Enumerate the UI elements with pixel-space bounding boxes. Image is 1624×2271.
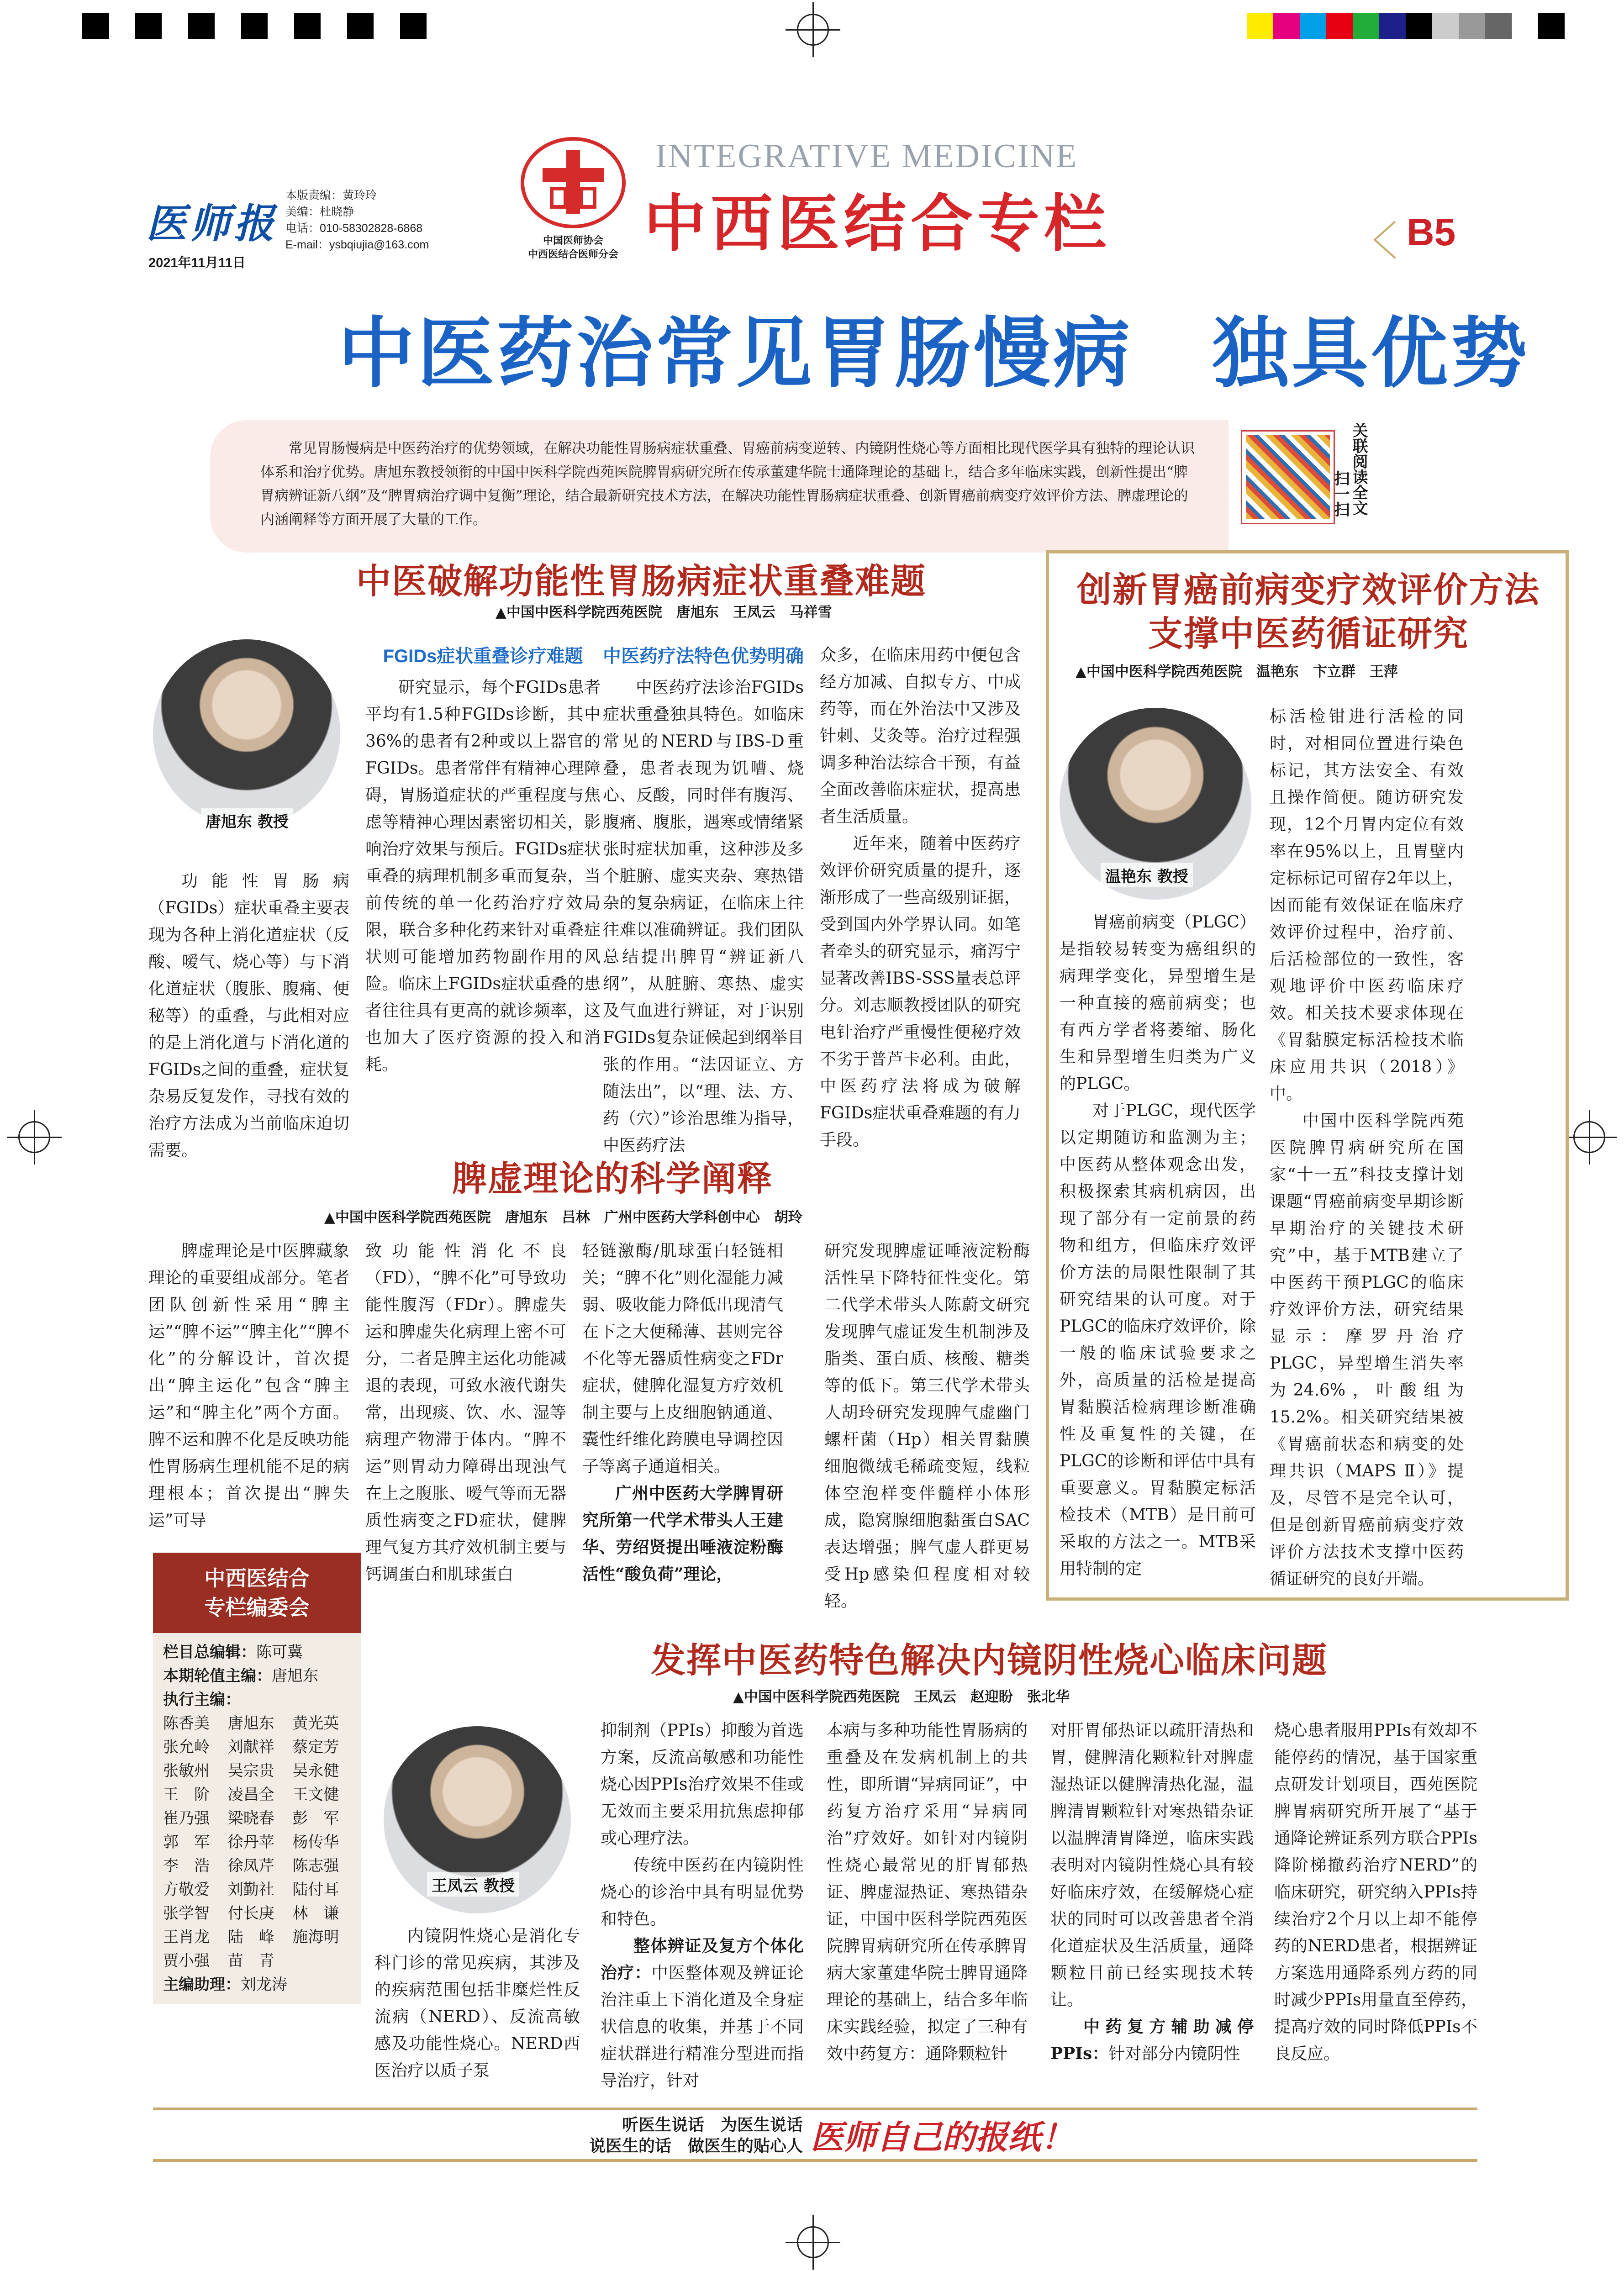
committee-member: 张允岭	[163, 1738, 210, 1756]
committee-member: 彭 军	[292, 1809, 339, 1828]
article3-para-3: 轻链激酶/肌球蛋白轻链相关；“脾不化”则化湿能力减弱、吸收能力降低出现清气在下之大便稀薄、甚则完谷不化等无器质性病变之FDr症状，健脾化湿复方疗效机制主要与上皮细胞钠通道、囊性纤维化跨膜电导调控因子等离子通道相关。	[582, 1242, 783, 1476]
article2-title: 创新胃癌前病变疗效评价方法支撑中医药循证研究	[1077, 571, 1540, 653]
editor-info	[285, 187, 429, 253]
article1-subhead-1: FGIDs症状重叠诊疗难题	[383, 646, 583, 666]
article4-lead-4b: 中药复方辅助减停PPIs：	[1050, 2017, 1254, 2063]
article3-col4	[824, 1238, 1030, 1615]
committee-list	[153, 1633, 361, 2004]
qr-label: 关联阅读全文	[1350, 422, 1367, 516]
article4-col1	[374, 1923, 580, 2084]
art-editor: 美编：杜晓静	[285, 205, 354, 218]
article2-col2	[1270, 703, 1464, 1592]
committee-member: 吴永健	[292, 1762, 339, 1780]
editorial-committee	[153, 1553, 361, 2004]
article4-col3	[827, 1717, 1028, 2067]
article1-col1	[365, 642, 601, 1078]
article1-byline: ▲中国中医科学院西苑医院 唐旭东 王凤云 马祥雪	[496, 604, 832, 621]
article4-para-4: 对肝胃郁热证以疏肝清热和胃，健脾清化颗粒针对脾虚湿热证以健脾清热化湿，温脾清胃颗粒针对寒热错杂证以温脾清胃降逆，临床实践表明对内镜阴性烧心具有较好临床疗效，在缓解烧心症状的同时可以改善患者全消化道症状及生活质量，通降颗粒目前已经实现技术转让。	[1050, 1721, 1254, 2009]
chief-editor-label: 栏目总编辑：	[163, 1643, 256, 1661]
article1-para-2: 中医药疗法诊治FGIDs症状重叠独具特色。如临床常见的NERD与IBS-D重叠，患者表现为饥嘈、烧心、反酸，同时伴有腹泻、腹痛、腹胀，遇寒或情绪紧张时症状加重，这种涉及多个脏腑、虚实夹杂、寒热错杂的复杂病证，在临床上往往难以准确辨证。我们团队总结提出脾胃“辨证新八纲”，从脏腑、寒热、虚实及气血进行辨证，对于识别FGIDs复杂证候起到纲举目张的作用。“法因证立、方随法出”，以“理、法、方、药（穴）”诊治思维为指导，中医药疗法	[603, 678, 804, 1155]
committee-member: 崔乃强	[163, 1809, 210, 1828]
footer-brand: 医师自己的报纸！	[811, 2118, 1074, 2156]
portrait-caption-4: 王凤云 教授	[427, 1872, 519, 1897]
committee-member: 李 浩	[163, 1857, 210, 1875]
committee-header-2: 专栏编委会	[204, 1596, 310, 1619]
committee-header-1: 中西医结合	[204, 1566, 310, 1590]
footer-rule	[153, 2108, 1477, 2110]
article1-para-4: 近年来，随着中医药疗效评价研究质量的提升，逐渐形成了一些高级别证据，受到国内外学界认同。如笔者牵头的研究显示，痛泻宁显著改善IBS-SSS量表总评分。刘志顺教授团队的研究电针治疗严重慢性便秘疗效不劣于普芦卡必利。由此，中医药疗法将成为破解FGIDs症状重叠难题的有力手段。	[820, 834, 1021, 1149]
assistant-editor-label: 主编助理：	[163, 1976, 241, 1994]
masthead: 医师报	[146, 200, 278, 247]
article4-byline: ▲中国中医科学院西苑医院 王凤云 赵迎盼 张北华	[733, 1689, 1070, 1705]
article4-para-4b: 针对部分内镜阴性	[1108, 2044, 1240, 2063]
intro-text: 常见胃肠慢病是中医药治疗的优势领域，在解决功能性胃肠病症状重叠、胃癌前病变逆转、内镜阴性烧心等方面相比现代医学具有独特的理论认识体系和治疗优势。唐旭东教授领衔的中国中医科学院西苑医院脾胃病研究所在传承董建华院士通降理论的基础上，结合多年临床实践，创新性提出“脾胃病辨证新八纲”及“脾胃病治疗调中复衡”理论，结合最新研究技术方法，在解决功能性胃肠病症状重叠、创新胃癌前病变疗效评价方法、脾虚理论的内涵阐释等方面开展了大量的工作。	[260, 440, 1195, 528]
article2-para-2: 对于PLGC，现代医学以定期随访和监测为主；中医药从整体观念出发，积极探索其病机病因，出现了部分有一定前景的药物和组方，但临床疗效评价方法的局限性限制了其研究结果的认可度。对于PLGC的临床疗效评价，除一般的临床试验要求之外，高质量的活检是提高胃黏膜活检病理诊断准确性及重复性的关键，在PLGC的诊断和评估中具有重要意义。胃黏膜定标活检技术（MTB）是目前可采取的方法之一。MTB采用特制的定	[1060, 1101, 1256, 1578]
association-logo	[521, 137, 626, 228]
executive-editors	[163, 1712, 351, 1973]
committee-member: 苗 青	[227, 1952, 274, 1970]
committee-member: 杨传华	[292, 1833, 339, 1851]
rotating-editor-label: 本期轮值主编：	[163, 1667, 272, 1685]
footer-slogan	[589, 2114, 803, 2156]
committee-member: 陆付耳	[292, 1881, 339, 1899]
registration-circle-left	[18, 1121, 50, 1153]
registration-bar-left	[82, 13, 427, 39]
article1-lead	[148, 868, 349, 1164]
article3-para-1: 脾虚理论是中医脾藏象理论的重要组成部分。笔者团队创新性采用“脾主运”“脾不运”“脾主化”“脾不化”的分解设计，首次提出“脾主运化”包含“脾主运”和“脾主化”两个方面。脾不运和脾不化是反映功能性胃肠病生理机能不足的病理根本；首次提出“脾失运”可导	[148, 1242, 349, 1530]
article2-para-4: 中国中医科学院西苑医院脾胃病研究所在国家“十一五”科技支撑计划课题“胃癌前病变早期诊断早期治疗的关键技术研究”中，基于MTB建立了中医药干预PLGC的临床疗效评价方法，研究结果显示：摩罗丹治疗PLGC，异型增生消失率为24.6%，叶酸组为15.2%。相关研究结果被《胃癌前状态和病变的处理共识（MAPS Ⅱ）》提及，尽管不是完全认可，但是创新胃癌前病变疗效评价方法技术支撑中医药循证研究的良好开端。	[1270, 1112, 1464, 1588]
article1-subhead-2: 中医药疗法特色优势明确	[603, 646, 804, 666]
issue-date: 2021年11月11日	[148, 256, 246, 270]
committee-member: 黄光英	[292, 1714, 339, 1733]
article4-lead-2c: 整体辨证及复方个体化治疗：	[601, 1936, 804, 1982]
article1-para-0: 功能性胃肠病（FGIDs）症状重叠主要表现为各种上消化道症状（反酸、嗳气、烧心等）与下消化道症状（腹胀、腹痛、便秘等）的重叠，与此相对应的是上消化道与下消化道的FGIDs之间的重叠，症状复杂易反复发作，寻找有效的治疗方法成为当前临床迫切需要。	[148, 872, 349, 1160]
editor-name: 本版责编：黄玲玲	[285, 189, 377, 202]
english-column-title: INTEGRATIVE MEDICINE	[655, 137, 1078, 175]
committee-member: 徐凤芹	[227, 1857, 274, 1875]
committee-member: 刘勤社	[227, 1881, 274, 1899]
committee-member: 贾小强	[163, 1952, 210, 1970]
article4-para-5: 烧心患者服用PPIs有效却不能停药的情况，基于国家重点研发计划项目，西苑医院脾胃病研究所开展了“基于通降论辨证系列方联合PPIs降阶梯撤药治疗NERD”的临床研究，研究纳入PPIs持续治疗2个月以上却不能停药的NERD患者，根据辨证方案选用通降系列方药的同时减少PPIs用量直至停药，提高疗效的同时降低PPIs不良反应。	[1274, 1721, 1477, 2063]
committee-member: 林 谦	[292, 1904, 339, 1923]
article4-para-1: 内镜阴性烧心是消化专科门诊的常见疾病，其涉及的疾病范围包括非糜烂性反流病（NERD）、反流高敏感及功能性烧心。NERD西医治疗以质子泵	[374, 1927, 580, 2080]
qr-code[interactable]	[1242, 432, 1334, 523]
committee-member: 王 阶	[163, 1786, 210, 1804]
committee-member: 张学智	[163, 1904, 210, 1923]
color-calibration-bar	[1247, 13, 1565, 39]
article4-para-3: 本病与多种功能性胃肠病的重叠及在发病机制上的共性，即所谓“异病同证”，中药复方治疗采用“异病同治”疗效好。如针对内镜阴性烧心最常见的肝胃郁热证、脾虚湿热证、寒热错杂证，中国中医科学院西苑医院脾胃病研究所在传承脾胃病大家董建华院士脾胃通降理论的基础上，结合多年临床实践经验，拟定了三种有效中药复方：通降颗粒针	[827, 1721, 1028, 2063]
article3-col2	[365, 1238, 566, 1588]
committee-member: 张敏州	[163, 1762, 210, 1780]
footer-slogan-2: 说医生的话 做医生的贴心人	[589, 2136, 803, 2155]
article1-para-3: 众多，在临床用药中便包含经方加减、自拟专方、中成药等，而在外治法中又涉及针刺、艾灸等。治疗过程强调多种治法综合干预，有益全面改善临床症状，提高患者生活质量。	[820, 646, 1021, 826]
article4-title: 发挥中医药特色解决内镜阴性烧心临床问题	[651, 1641, 1328, 1680]
rotating-editor: 唐旭东	[272, 1667, 318, 1685]
footer-slogan-1: 听医生说话 为医生说话	[622, 2115, 803, 2134]
article3-col1	[148, 1238, 349, 1534]
article2-para-1: 胃癌前病变（PLGC）是指较易转变为癌组织的病理学变化，异型增生是一种直接的癌前病变；也有西方学者将萎缩、肠化生和异型增生归类为广义的PLGC。	[1060, 913, 1256, 1093]
page-number: B5	[1407, 211, 1456, 253]
committee-member: 吴宗贵	[227, 1762, 274, 1780]
committee-member: 蔡定芳	[292, 1738, 339, 1756]
article3-byline: ▲中国中医科学院西苑医院 唐旭东 吕林 广州中医药大学科创中心 胡玲	[324, 1209, 802, 1226]
organizers	[489, 234, 658, 261]
phone: 电话：010-58302828-6868	[285, 222, 423, 235]
committee-header	[153, 1553, 361, 1633]
committee-member: 施海明	[292, 1928, 339, 1946]
article3-para-3b: 广州中医药大学脾胃研究所第一代学术带头人王建华、劳绍贤提出唾液淀粉酶活性“酸负荷”理论，	[582, 1484, 783, 1584]
portrait-caption-1: 唐旭东 教授	[201, 808, 293, 833]
article4-col5	[1274, 1717, 1477, 2067]
committee-member: 陆 峰	[227, 1928, 274, 1946]
committee-member: 凌昌全	[227, 1786, 274, 1804]
article3-col3	[582, 1238, 783, 1588]
article3-para-4: 研究发现脾虚证唾液淀粉酶活性呈下降特征性变化。第二代学术带头人陈蔚文研究发现脾气虚证发生机制涉及脂类、蛋白质、核酸、糖类等的低下。第三代学术带头人胡玲研究发现脾气虚幽门螺杆菌（Hp）相关胃黏膜细胞微绒毛稀疏变短，线粒体空泡样变伴髓样小体形成，隐窝腺细胞黏蛋白SAC表达增强；脾气虚人群更易受Hp感染但程度相对较轻。	[824, 1242, 1030, 1611]
article2-byline: ▲中国中医科学院西苑医院 温艳东 卞立群 王萍	[1076, 664, 1398, 680]
email: E-mail：ysbqiujia@163.com	[285, 238, 429, 251]
committee-member: 陈香美	[163, 1714, 210, 1733]
article1-col3	[820, 642, 1021, 1154]
page-marker-chevron-icon	[1370, 219, 1397, 256]
column-title: 中西医结合专栏	[644, 189, 1111, 258]
registration-circle-top	[797, 14, 829, 46]
intro-summary	[210, 420, 1229, 553]
article4-para-2: 抑制剂（PPIs）抑酸为首选方案，反流高敏感和功能性烧心因PPIs治疗效果不佳或无效而主要采用抗焦虑抑郁或心理疗法。	[601, 1721, 804, 1848]
article3-para-2: 致功能性消化不良（FD），“脾不化”可导致功能性腹泻（FDr）。脾虚失运和脾虚失化病理上密不可分，二者是脾主运化功能减退的表现，可致水液代谢失常，出现痰、饮、水、湿等病理产物滞于体内。“脾不运”则胃动力障碍出现浊气在上之腹胀、嗳气等而无器质性病变之FD症状，健脾理气复方其疗效机制主要与钙调蛋白和肌球蛋白	[365, 1242, 566, 1584]
org-name-1: 中国医师协会	[543, 235, 603, 246]
committee-member: 陈志强	[292, 1857, 339, 1875]
committee-member: 方敬爱	[163, 1881, 210, 1899]
article1-title: 中医破解功能性胃肠病症状重叠难题	[356, 562, 926, 601]
footer-rule-bottom	[153, 2159, 1477, 2162]
article1-col2	[603, 642, 804, 1159]
portrait-tang-xudong	[153, 639, 340, 827]
article2-col1	[1060, 909, 1256, 1582]
committee-member: 唐旭东	[227, 1714, 274, 1733]
committee-member: 梁晓春	[227, 1809, 274, 1828]
article2-para-3: 标活检钳进行活检的同时，对相同位置进行染色标记，其方法安全、有效且操作简便。随访研究发现，12个月胃内定位有效率在95%以上，且胃壁内定标标记可留存2年以上，因而能有效保证在临床疗效评价过程中，治疗前、后活检部位的一致性，客观地评价中医药临床疗效。相关技术要求体现在《胃黏膜定标活检技术临床应用共识（2018）》中。	[1270, 707, 1464, 1103]
article4-para-2b: 传统中医药在内镜阴性烧心的诊治中具有明显优势和特色。	[601, 1856, 804, 1929]
committee-member: 徐丹苹	[227, 1833, 274, 1851]
article4-para-2c: 中医整体观及辨证论治注重上下消化道及全身症状信息的收集，并基于不同症状群进行精准分型进而指导治疗，针对	[601, 1964, 804, 2090]
registration-circle-right	[1573, 1121, 1605, 1153]
committee-member: 郭 军	[163, 1833, 210, 1851]
committee-member: 王肖龙	[163, 1928, 210, 1946]
registration-circle-bottom	[797, 2226, 829, 2258]
committee-member: 王文健	[292, 1786, 339, 1804]
logo-mark-icon	[524, 141, 622, 225]
article1-para-1: 研究显示，每个FGIDs患者平均有1.5种FGIDs诊断，其中36%的患者有2种或以上器官的FGIDs。患者常伴有精神心理障碍，胃肠道症状的严重程度与焦虑等精神心理因素密切相关，影响治疗效果与预后。FGIDs症状重叠的病理机制多重而复杂，当前传统的单一化药治疗疗效局限，联合多种化药来针对重叠症状则可能增加药物副作用的风险。临床上FGIDs症状重叠的患者往往具有更高的就诊频率，这也加大了医疗资源的投入和消耗。	[365, 678, 601, 1074]
chief-editor: 陈可冀	[256, 1643, 303, 1661]
org-name-2: 中西医结合医师分会	[527, 248, 618, 260]
committee-member: 刘献祥	[227, 1738, 274, 1756]
qr-scan-label: 扫一扫	[1332, 470, 1349, 517]
article3-title: 脾虚理论的科学阐释	[452, 1159, 773, 1198]
executive-editors-label: 执行主编：	[163, 1691, 241, 1709]
article4-col2	[601, 1717, 804, 2094]
portrait-caption-2: 温艳东 教授	[1101, 863, 1193, 887]
assistant-editor: 刘龙涛	[241, 1976, 287, 1994]
page-headline: 中医药治常见胃肠慢病 独具优势	[338, 311, 1530, 396]
article4-col4	[1050, 1717, 1254, 2067]
committee-member: 付长庚	[227, 1904, 274, 1923]
